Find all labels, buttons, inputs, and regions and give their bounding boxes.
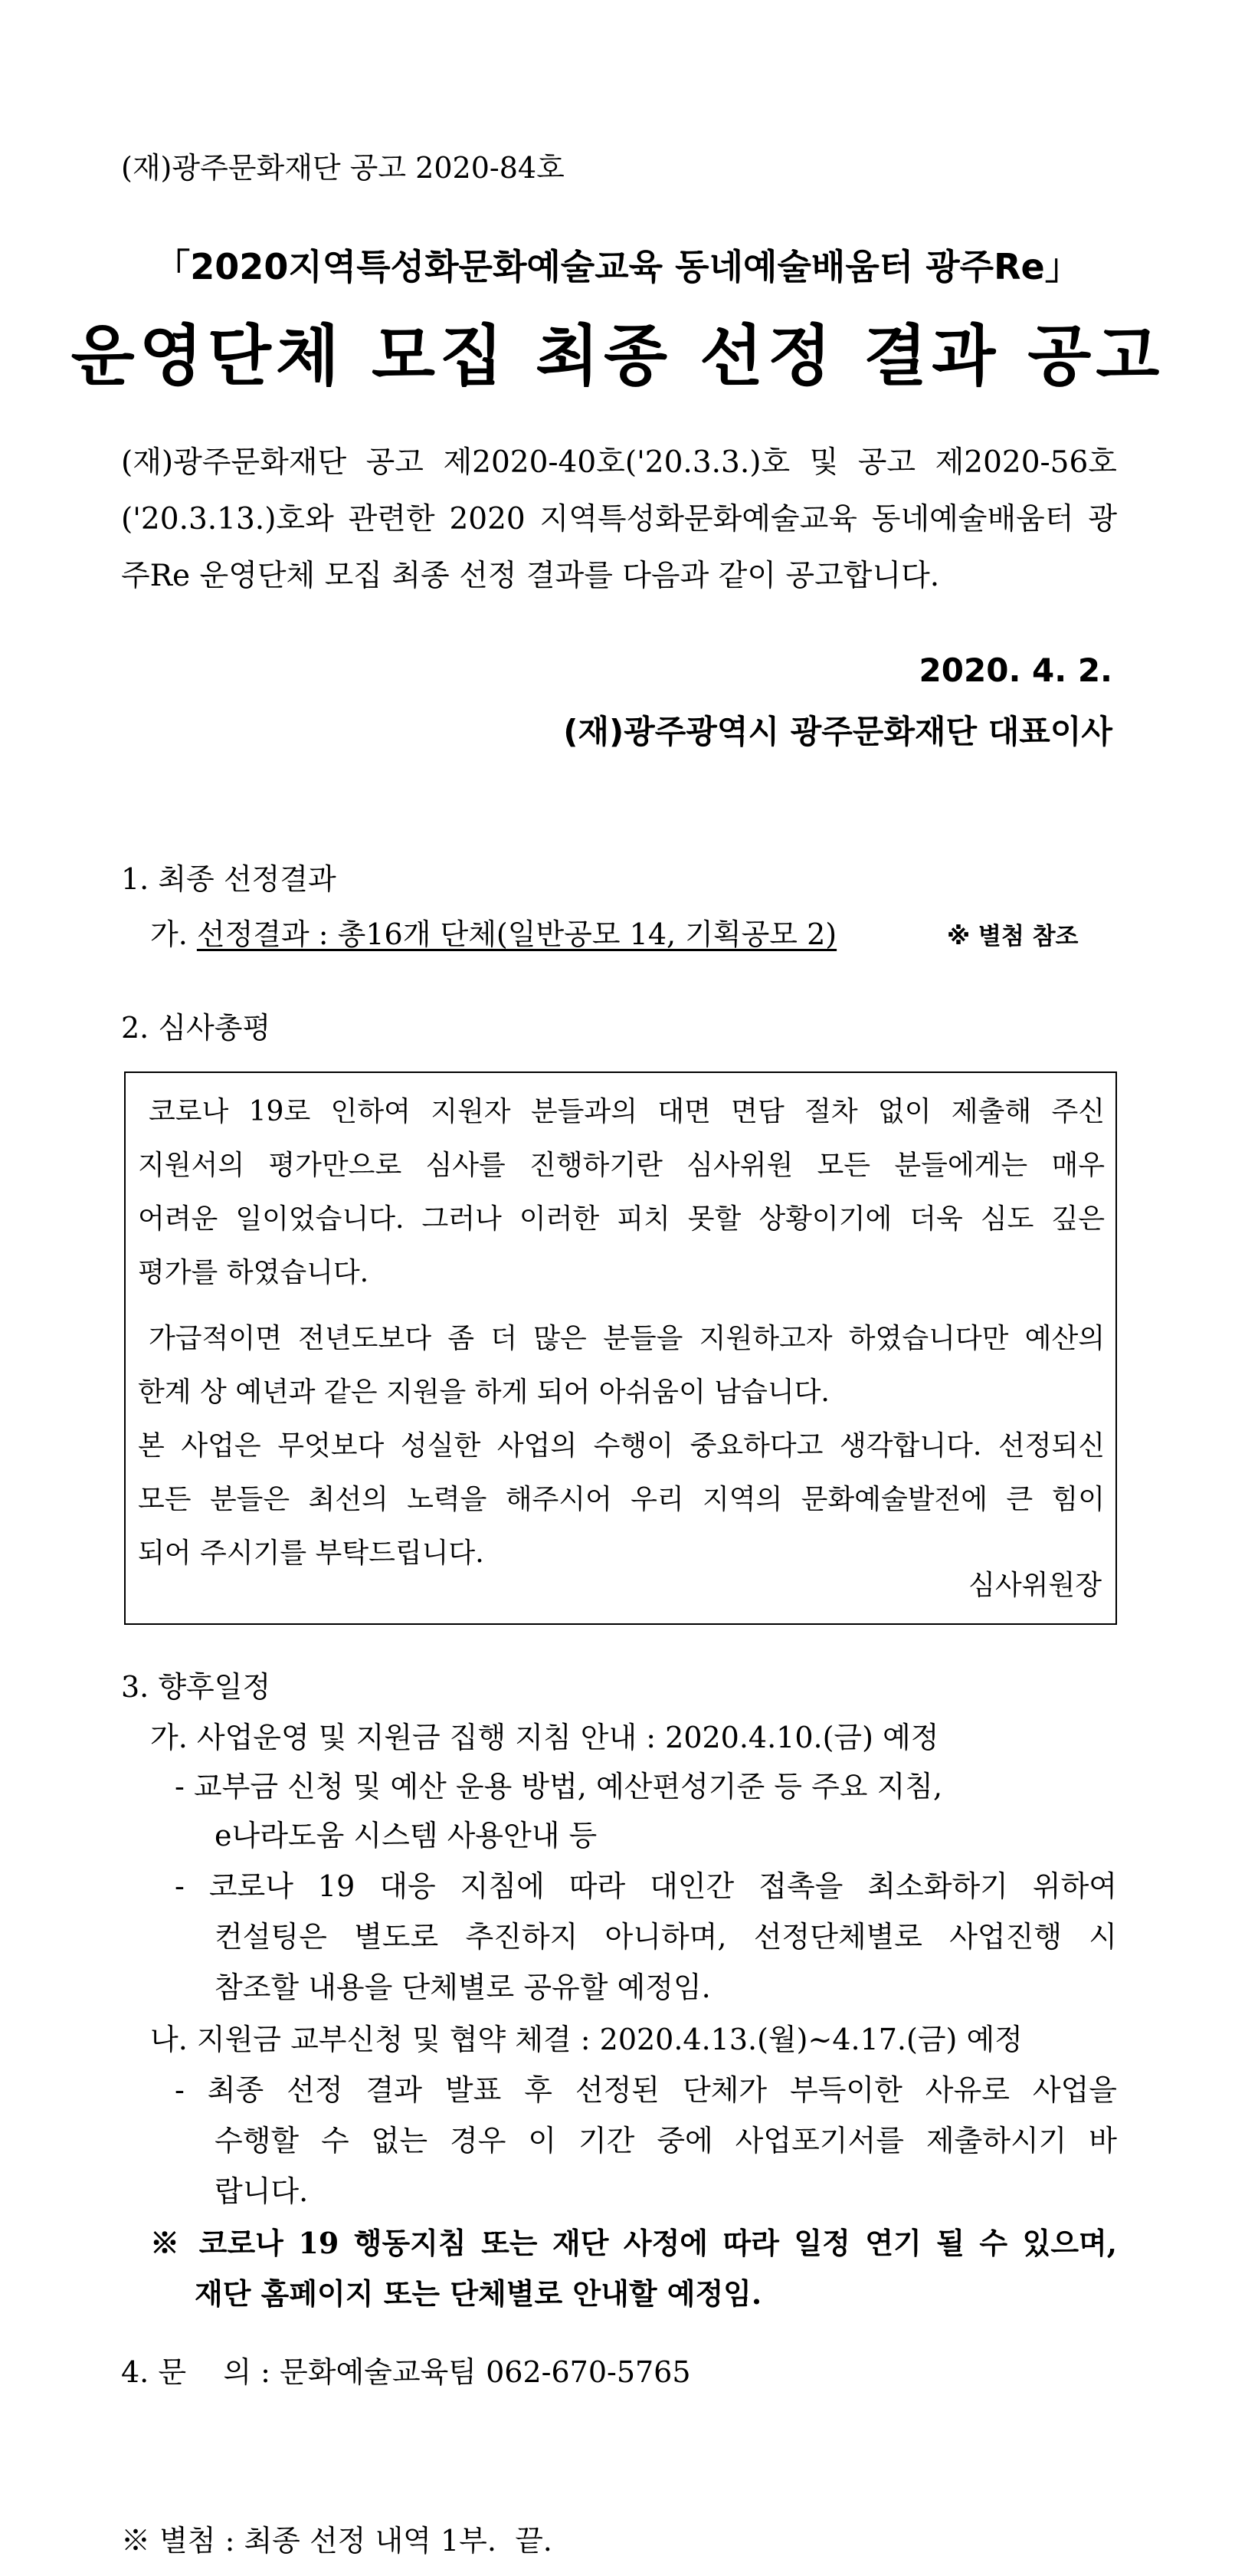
- contact-label: 4. 문 의: [121, 2355, 252, 2389]
- attachment-note: ※ 별첨 : 최종 선정 내역 1부. 끝.: [121, 2524, 552, 2558]
- section-1-heading: 1. 최종 선정결과: [121, 862, 336, 896]
- notice-subtitle: 「2020지역특성화문화예술교육 동네예술배움터 광주Re」: [155, 246, 1080, 287]
- attachment-reference-note: ※ 별첨 참조: [947, 923, 1079, 950]
- schedule-item-b: 나. 지원금 교부신청 및 협약 체결 : 2020.4.13.(월)~4.17.(금) 예정: [150, 2023, 1023, 2056]
- intro-line-2: ('20.3.13.)호와 관련한 2020 지역특성화문화예술교육 동네예술배움터 광: [121, 502, 1117, 537]
- schedule-a-bullet-2-line-3: 참조할 내용을 단체별로 공유할 예정임.: [215, 1971, 711, 2004]
- schedule-b-bullet-1-line-2: 수행할 수 없는 경우 이 기간 중에 사업포기서를 제출하시기 바: [215, 2124, 1117, 2158]
- issuer-name: (재)광주광역시 광주문화재단 대표이사: [563, 713, 1112, 750]
- contact-info: : 문화예술교육팀 062-670-5765: [260, 2355, 691, 2389]
- schedule-warning-line-1: ※ 코로나 19 행동지침 또는 재단 사정에 따라 일정 연기 될 수 있으며,: [150, 2226, 1117, 2260]
- review-line-2: 지원서의 평가만으로 심사를 진행하기란 심사위원 모든 분들에게는 매우: [138, 1150, 1105, 1181]
- notice-number: (재)광주문화재단 공고 2020-84호: [121, 151, 565, 185]
- contact-line: [121, 2348, 691, 2391]
- schedule-b-bullet-1-line-3: 랍니다.: [215, 2174, 309, 2208]
- schedule-a-bullet-2-line-2: 컨설팅은 별도로 추진하지 아니하며, 선정단체별로 사업진행 시: [215, 1920, 1117, 1954]
- schedule-a-bullet-1-line-1: - 교부금 신청 및 예산 운용 방법, 예산편성기준 등 주요 지침,: [175, 1770, 943, 1803]
- item-prefix: 가.: [150, 917, 197, 951]
- section-2-heading: 2. 심사총평: [121, 1011, 271, 1045]
- review-summary-box: [124, 1071, 1117, 1625]
- selection-result-item: [150, 911, 837, 953]
- review-line-6: 한계 상 예년과 같은 지원을 하게 되어 아쉬움이 남습니다.: [138, 1377, 830, 1408]
- review-line-8: 모든 분들은 최선의 노력을 해주시어 우리 지역의 문화예술발전에 큰 힘이: [138, 1484, 1105, 1515]
- intro-line-3: 주Re 운영단체 모집 최종 선정 결과를 다음과 같이 공고합니다.: [121, 559, 940, 593]
- review-line-4: 평가를 하였습니다.: [138, 1257, 369, 1288]
- section-3-heading: 3. 향후일정: [121, 1670, 271, 1704]
- review-line-1: 코로나 19로 인하여 지원자 분들과의 대면 면담 절차 없이 제출해 주신: [149, 1096, 1105, 1127]
- review-line-7: 본 사업은 무엇보다 성실한 사업의 수행이 중요하다고 생각합니다. 선정되신: [138, 1430, 1105, 1462]
- review-line-3: 어려운 일이었습니다. 그러나 이러한 피치 못할 상황이기에 더욱 심도 깊은: [138, 1203, 1105, 1235]
- schedule-a-bullet-2-line-1: - 코로나 19 대응 지침에 따라 대인간 접촉을 최소화하기 위하여: [175, 1869, 1117, 1903]
- review-line-9: 되어 주시기를 부탁드립니다.: [138, 1537, 484, 1569]
- selection-result-text: 선정결과 : 총16개 단체(일반공모 14, 기획공모 2): [196, 917, 837, 951]
- notice-title: 운영단체 모집 최종 선정 결과 공고: [70, 318, 1165, 395]
- intro-line-1: (재)광주문화재단 공고 제2020-40호('20.3.3.)호 및 공고 제2020-56호: [121, 445, 1117, 480]
- schedule-item-a: 가. 사업운영 및 지원금 집행 지침 안내 : 2020.4.10.(금) 예정: [150, 1721, 939, 1754]
- schedule-b-bullet-1-line-1: - 최종 선정 결과 발표 후 선정된 단체가 부득이한 사유로 사업을: [175, 2073, 1117, 2107]
- review-line-5: 가급적이면 전년도보다 좀 더 많은 분들을 지원하고자 하였습니다만 예산의: [149, 1323, 1105, 1354]
- schedule-warning-line-2: 재단 홈페이지 또는 단체별로 안내할 예정임.: [195, 2276, 762, 2311]
- notice-date: 2020. 4. 2.: [919, 651, 1112, 689]
- review-signer: 심사위원장: [968, 1570, 1102, 1601]
- schedule-a-bullet-1-line-2: e나라도움 시스템 사용안내 등: [215, 1819, 598, 1852]
